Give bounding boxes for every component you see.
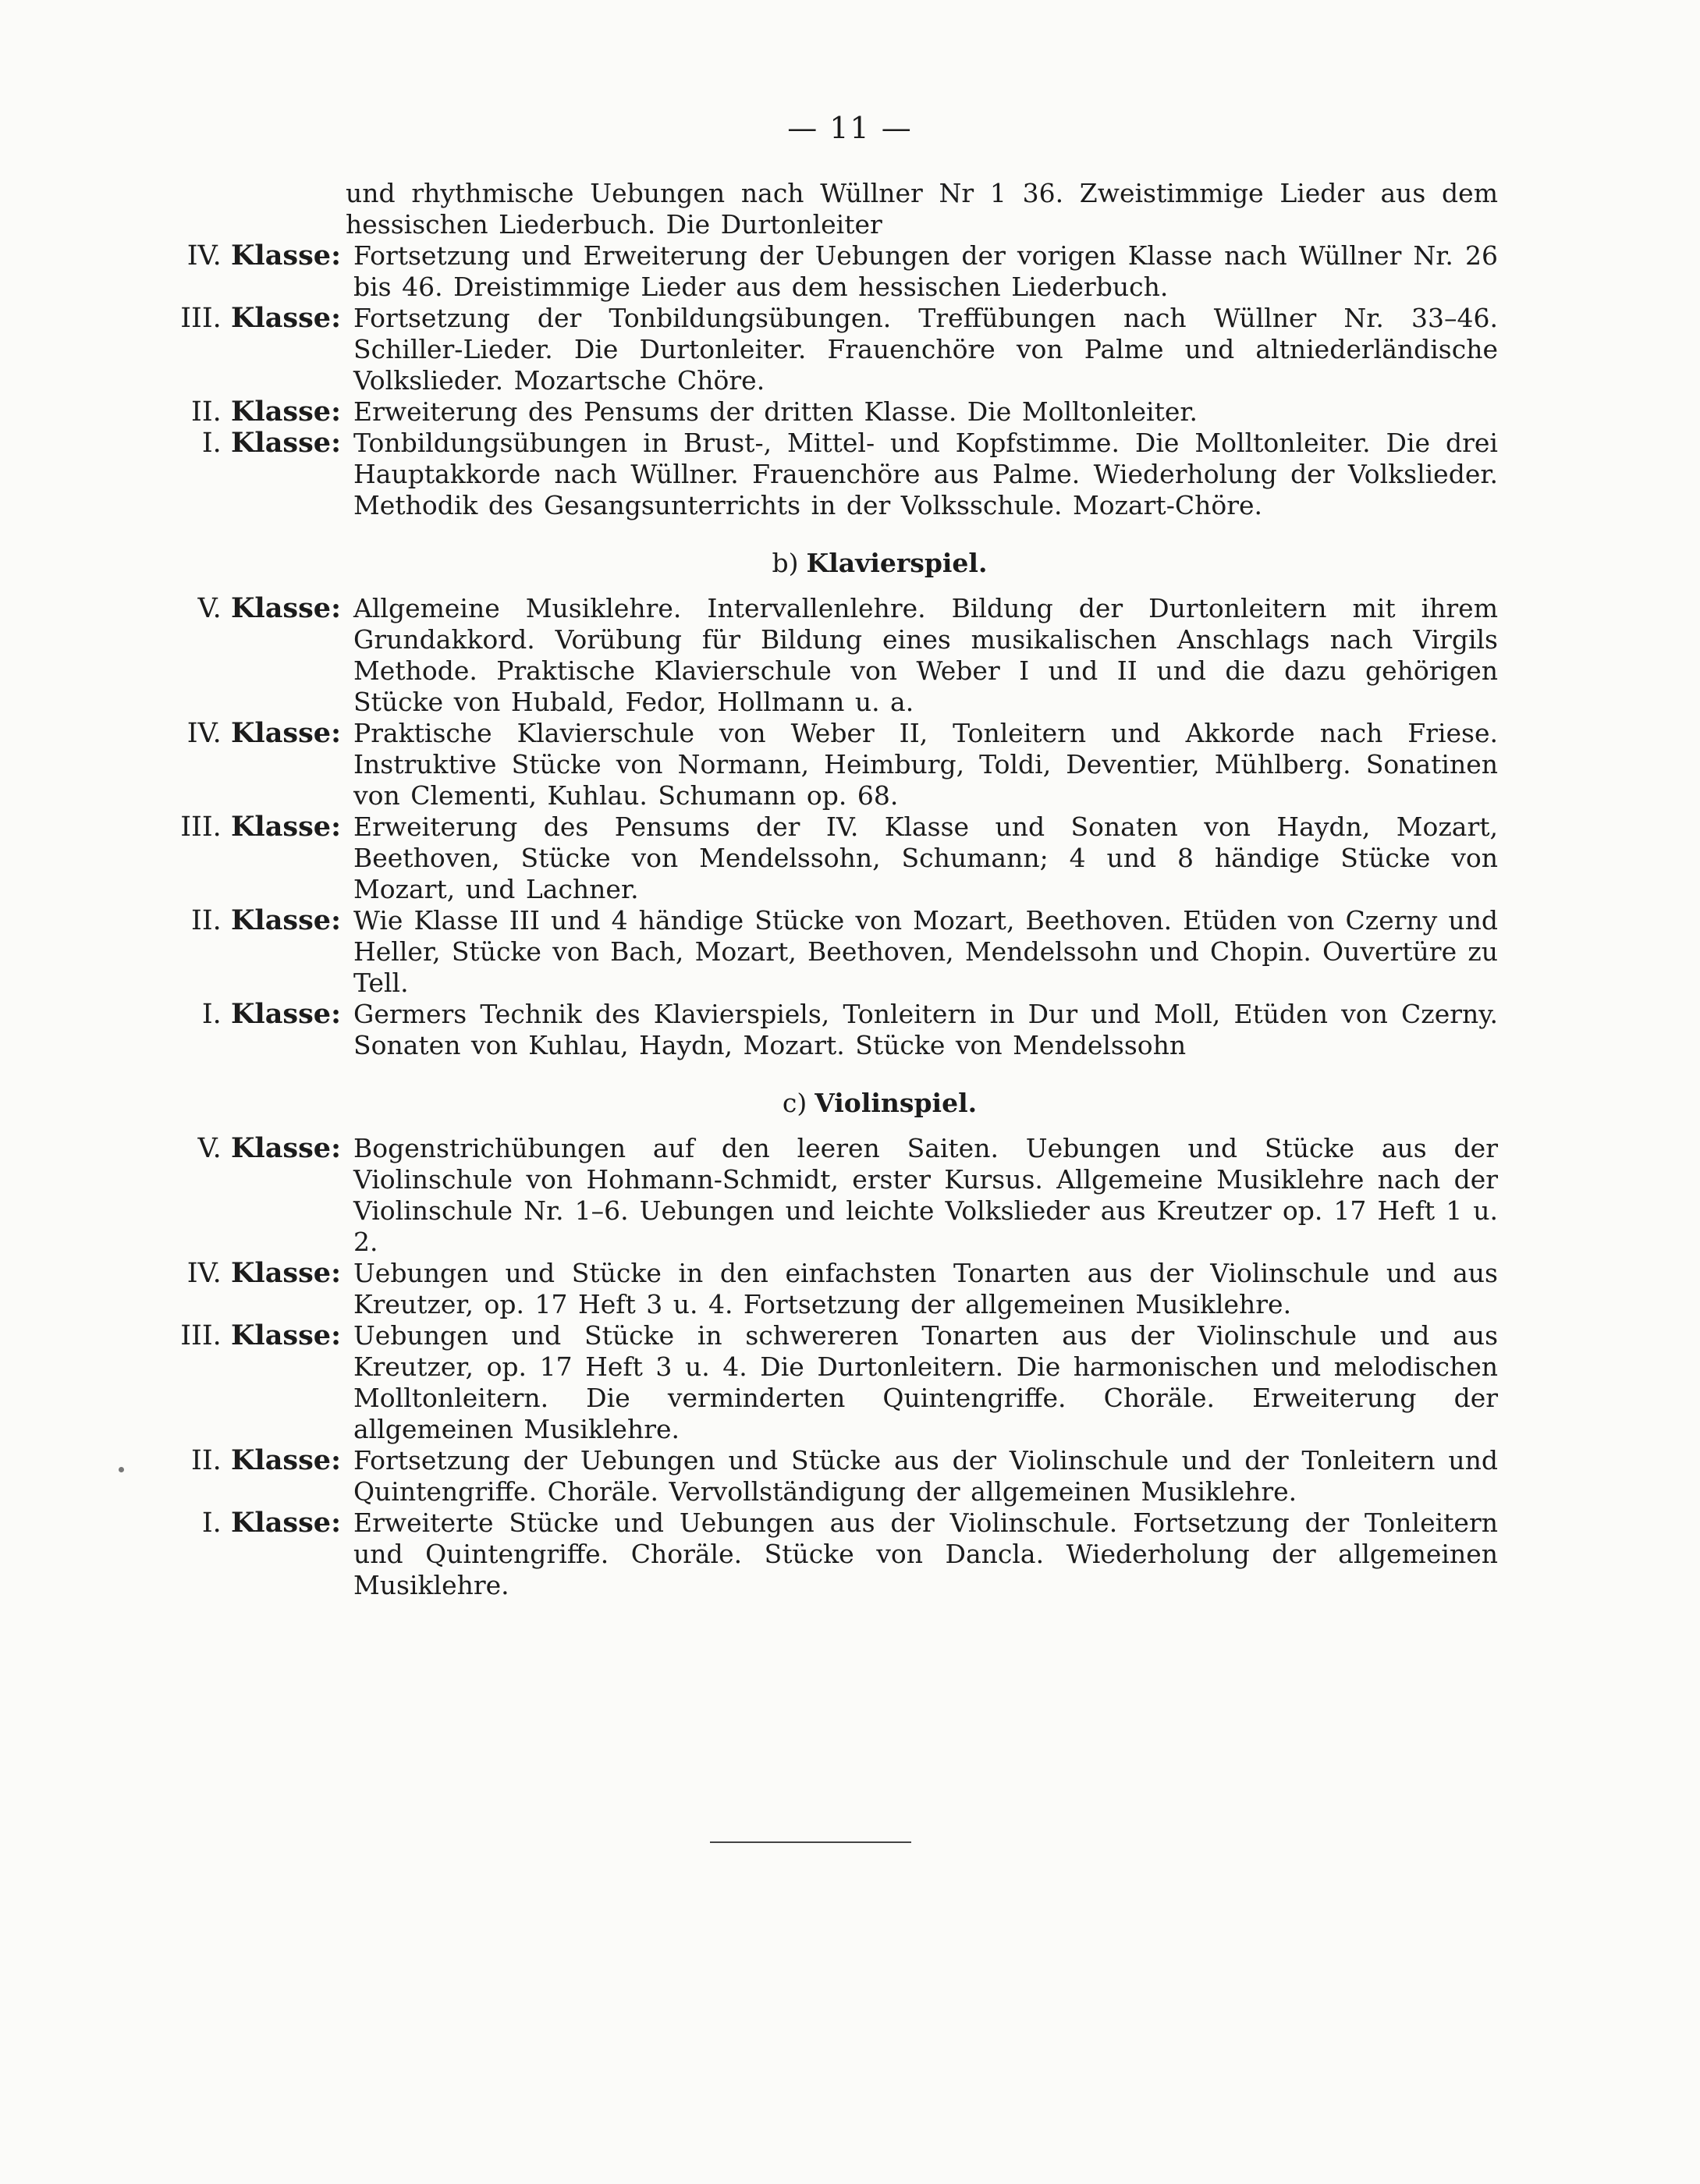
class-description: Erweiterung des Pensums der IV. Klasse und Sonaten von Haydn, Mozart, Beethoven, Stücke von Mendelssohn, Schumann; 4 und 8 händige Stücke von Mozart, und Lachner. [353, 811, 1498, 904]
class-roman: IV. [186, 718, 222, 749]
class-roman: V. [197, 1133, 222, 1164]
piano-heading [160, 548, 1498, 579]
class-label [160, 905, 353, 936]
section-title: Klavierspiel. [806, 548, 988, 578]
class-label [160, 718, 353, 749]
class-roman: I. [201, 999, 222, 1030]
class-word: Klasse: [231, 427, 341, 459]
section-letter: c) [782, 1088, 807, 1118]
class-description: Fortsetzung und Erweiterung der Uebungen der vorigen Klasse nach Wüllner Nr. 26 bis 46. Dreistimmige Lieder aus dem hessischen Liederbuch. [353, 240, 1498, 302]
class-description: Allgemeine Musiklehre. Intervallenlehre. Bildung der Durtonleitern mit ihrem Grundakkord. Vorübung für Bildung eines musikalischen Anschlags nach Virgils Methode. Praktische Klavierschule von Weber I und II und die dazu gehörigen Stücke von Hubald, Fedor, Hollmann u. a. [353, 593, 1498, 717]
class-entry [160, 240, 1498, 303]
class-description: Erweiterte Stücke und Uebungen aus der Violinschule. Fortsetzung der Tonleitern und Quintengriffe. Choräle. Stücke von Dancla. Wiederholung der allgemeinen Musiklehre. [353, 1507, 1498, 1600]
class-entry [160, 718, 1498, 811]
class-entry [160, 428, 1498, 521]
class-description: Fortsetzung der Tonbildungsübungen. Treffübungen nach Wüllner Nr. 33–46. Schiller-Lieder. Die Durtonleiter. Frauenchöre von Palme und altniederländische Volkslieder. Mozartsche Chöre. [353, 303, 1498, 396]
class-word: Klasse: [231, 1444, 341, 1476]
class-roman: IV. [186, 240, 222, 272]
page-number: — 11 — [787, 111, 913, 145]
class-label [160, 303, 353, 334]
class-description: Uebungen und Stücke in schwereren Tonarten aus der Violinschule und aus Kreutzer, op. 17 Heft 3 u. 4. Die Durtonleitern. Die harmonischen und melodischen Molltonleitern. Die verminderten Quintengriffe. Choräle. Erweiterung der allgemeinen Musiklehre. [353, 1320, 1498, 1444]
ink-speck [119, 1467, 124, 1472]
class-entry [160, 1445, 1498, 1507]
class-description: Germers Technik des Klavierspiels, Tonleitern in Dur und Moll, Etüden von Czerny. Sonaten von Kuhlau, Haydn, Mozart. Stücke von Mendelssohn [353, 999, 1498, 1060]
class-word: Klasse: [231, 717, 341, 749]
class-entry [160, 811, 1498, 905]
class-entry [160, 1507, 1498, 1601]
class-word: Klasse: [231, 1257, 341, 1289]
class-label [160, 593, 353, 624]
class-entry [160, 1320, 1498, 1445]
class-label [160, 428, 353, 459]
class-roman: I. [201, 1507, 222, 1539]
class-word: Klasse: [231, 592, 341, 624]
class-label [160, 240, 353, 272]
class-word: Klasse: [231, 904, 341, 936]
class-label [160, 396, 353, 428]
class-label [160, 1445, 353, 1476]
violin-section [160, 1133, 1498, 1601]
class-word: Klasse: [231, 811, 341, 843]
class-entry [160, 1258, 1498, 1320]
class-roman: III. [180, 1320, 222, 1351]
class-label [160, 1133, 353, 1164]
section-letter: b) [772, 548, 799, 578]
singing-section [160, 240, 1498, 521]
class-roman: III. [180, 811, 222, 843]
class-word: Klasse: [231, 302, 341, 334]
class-entry [160, 1133, 1498, 1258]
class-entry [160, 905, 1498, 999]
intro-paragraph: und rhythmische Uebungen nach Wüllner Nr 1 36. Zweistimmige Lieder aus dem hessischen Liederbuch. Die Durtonleiter [346, 178, 1498, 240]
class-description: Tonbildungsübungen in Brust-, Mittel- und Kopfstimme. Die Molltonleiter. Die drei Hauptakkorde nach Wüllner. Frauenchöre aus Palme. Wiederholung der Volkslieder. Methodik des Gesangsunterrichts in der Volksschule. Mozart-Chöre. [353, 428, 1498, 520]
class-word: Klasse: [231, 998, 341, 1030]
class-description: Fortsetzung der Uebungen und Stücke aus der Violinschule und der Tonleitern und Quintengriffe. Choräle. Vervollständigung der allgemeinen Musiklehre. [353, 1445, 1498, 1507]
class-roman: II. [191, 1445, 222, 1476]
class-entry [160, 303, 1498, 396]
class-label [160, 999, 353, 1030]
class-roman: II. [191, 905, 222, 936]
class-label [160, 811, 353, 843]
class-entry [160, 999, 1498, 1061]
section-title: Violinspiel. [815, 1088, 978, 1118]
class-description: Bogenstrichübungen auf den leeren Saiten. Uebungen und Stücke aus der Violinschule von Hohmann-Schmidt, erster Kursus. Allgemeine Musiklehre nach der Violinschule Nr. 1–6. Uebungen und leichte Volkslieder aus Kreutzer op. 17 Heft 1 u. 2. [353, 1133, 1498, 1257]
class-roman: II. [191, 396, 222, 428]
class-roman: III. [180, 303, 222, 334]
piano-section [160, 593, 1498, 1061]
class-entry [160, 593, 1498, 718]
class-description: Uebungen und Stücke in den einfachsten Tonarten aus der Violinschule und aus Kreutzer, op. 17 Heft 3 u. 4. Fortsetzung der allgemeinen Musiklehre. [353, 1258, 1498, 1319]
class-word: Klasse: [231, 1507, 341, 1539]
class-word: Klasse: [231, 1319, 341, 1351]
violin-heading [160, 1088, 1498, 1119]
class-word: Klasse: [231, 396, 341, 428]
class-label [160, 1507, 353, 1539]
class-label [160, 1258, 353, 1289]
class-label [160, 1320, 353, 1351]
class-roman: V. [197, 593, 222, 624]
class-word: Klasse: [231, 240, 341, 272]
class-entry [160, 396, 1498, 428]
class-description: Erweiterung des Pensums der dritten Klasse. Die Molltonleiter. [353, 396, 1198, 427]
page-content [160, 178, 1498, 1601]
class-word: Klasse: [231, 1132, 341, 1164]
class-description: Praktische Klavierschule von Weber II, Tonleitern und Akkorde nach Friese. Instruktive Stücke von Normann, Heimburg, Toldi, Deventier, Mühlberg. Sonatinen von Clementi, Kuhlau. Schumann op. 68. [353, 718, 1498, 811]
end-rule-divider [710, 1841, 911, 1843]
class-roman: I. [201, 428, 222, 459]
class-description: Wie Klasse III und 4 händige Stücke von Mozart, Beethoven. Etüden von Czerny und Heller, Stücke von Bach, Mozart, Beethoven, Mendelssohn und Chopin. Ouvertüre zu Tell. [353, 905, 1498, 998]
class-roman: IV. [186, 1258, 222, 1289]
